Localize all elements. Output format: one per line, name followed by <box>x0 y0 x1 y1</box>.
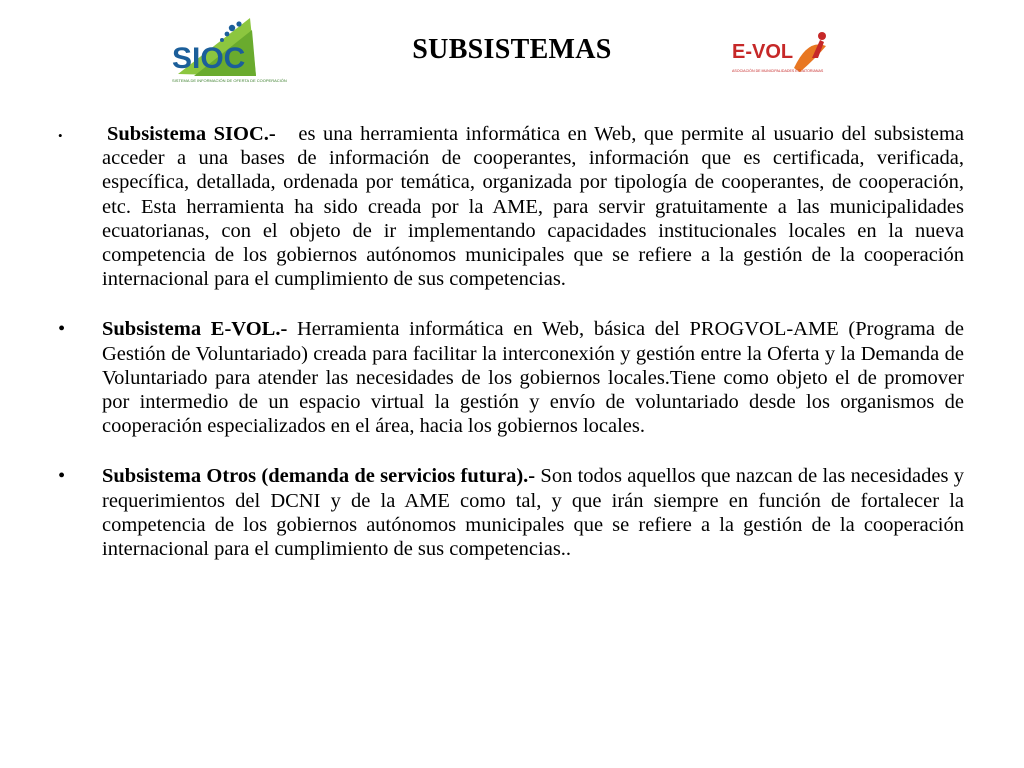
bullet-text: Son todos aquellos que nazcan de las necesidades y requerimientos del DCNI y de la AME como tal, y que irán siempre en función de fortalecer la competencia de los gobiernos autónomos municipales que se refiere a la gestión de la cooperación internacional para el cumplimiento de sus competencias.. <box>102 465 965 561</box>
bullet-list <box>58 122 964 587</box>
sioc-logo-dot <box>236 21 241 26</box>
bullet-marker: • <box>58 128 63 143</box>
bullet-text: es una herramienta informática en Web, que permite al usuario del subsistema acceder a una bases de información de cooperantes, información que es certificada, verificada, específica, detallada, ordenada por temática, organizada por tipología de cooperantes, de cooperación, etc. Esta herramienta ha sido creada por la AME, para servir gratuitamente a las municipalidades ecuatorianas, con el objeto de ir implementando capacidades institucionales locales en la nueva competencia de los gobiernos autónomos municipales que se refiere a la gestión de la cooperación internacional para el cumplimiento de sus competencias. <box>102 123 965 291</box>
evol-logo-subtitle: ASOCIACIÓN DE MUNICIPALIDADES ECUATORIANAS <box>732 69 824 73</box>
sioc-logo-wordmark: SIOC <box>172 42 246 75</box>
bullet-marker: • <box>58 465 66 488</box>
evol-logo-figure-head <box>818 32 826 40</box>
bullet-lead: Subsistema SIOC.- <box>107 123 276 145</box>
bullet-lead: Subsistema E-VOL.- <box>102 318 288 341</box>
bullet-text: Herramienta informática en Web, básica del PROGVOL-AME (Programa de Gestión de Voluntariado) creada para facilitar la interconexión y gestión entre la Oferta y la Demanda de Voluntariado para atender las necesidades de los gobiernos locales.Tiene como objeto el de promover por intermedio de un espacio virtual la gestión y envío de voluntariado desde los organismos de cooperación especializados en el área, hacia los gobiernos locales. <box>102 318 964 438</box>
sioc-logo-dot <box>229 25 235 31</box>
bullet-item-evol <box>58 317 964 438</box>
evol-logo <box>730 28 834 78</box>
sioc-logo-subtitle: SISTEMA DE INFORMACIÓN DE OFERTA DE COOPERACIÓN <box>172 78 287 83</box>
bullet-item-otros <box>58 464 964 561</box>
bullet-item-sioc <box>58 122 964 291</box>
page-title: SUBSISTEMAS <box>412 34 612 65</box>
evol-logo-wordmark: E-VOL <box>732 41 794 63</box>
bullet-lead: Subsistema Otros (demanda de servicios futura).- <box>102 465 536 488</box>
bullet-marker: • <box>58 318 66 341</box>
